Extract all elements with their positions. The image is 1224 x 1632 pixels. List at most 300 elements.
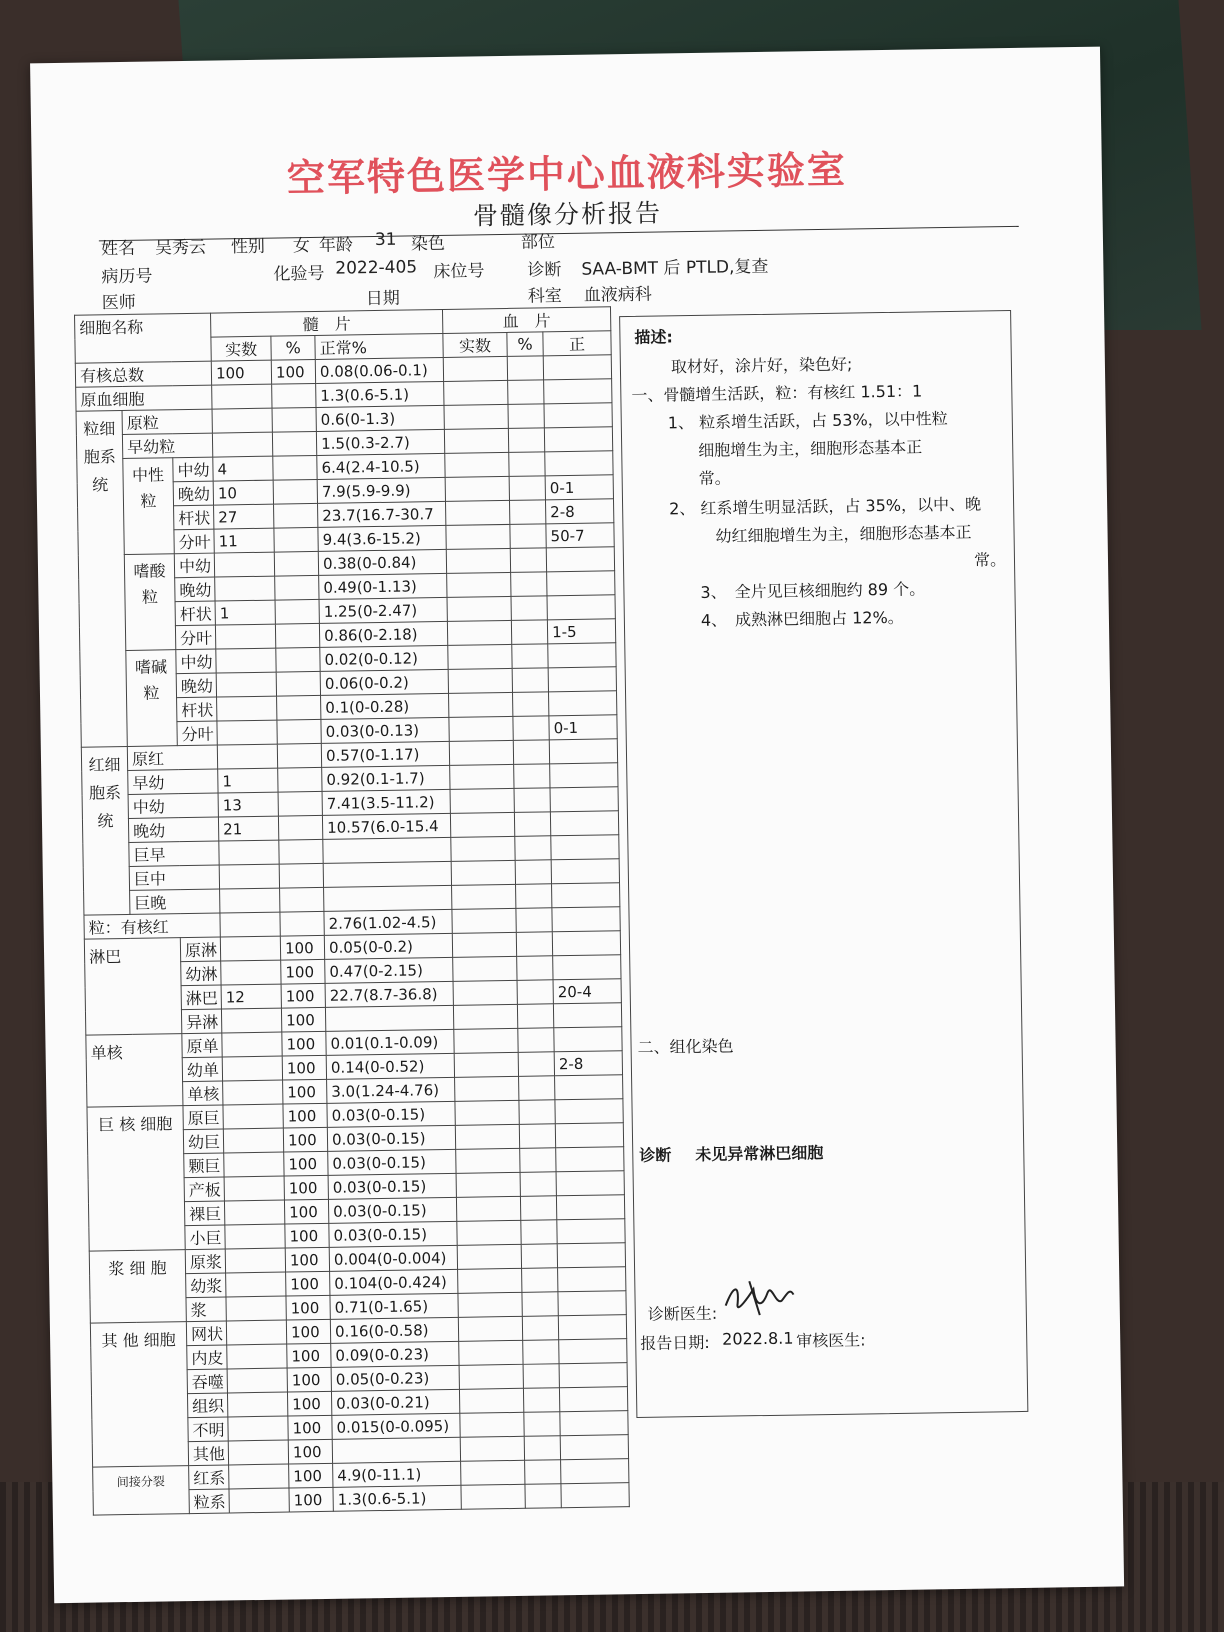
col-blood-count: 实数 [443,332,507,357]
blood-pct [511,572,547,597]
blood-normal [561,1459,629,1484]
blood-count [456,1196,520,1221]
cell-table [74,306,630,1515]
description-line: 取材好，涂片好，染色好; [670,354,853,377]
row-label: 颗巨 [184,1153,224,1178]
marrow-count [219,864,279,889]
marrow-count: 13 [218,792,278,817]
blood-pct [508,404,544,429]
group-monocyte: 单核 [86,1034,183,1107]
col-marrow-count: 实数 [211,336,271,361]
blood-normal: 1-5 [547,619,615,644]
blood-normal [550,811,618,836]
row-label: 晚幼 [128,817,218,842]
blood-normal [559,1387,627,1412]
marrow-pct: 100 [281,1007,325,1032]
marrow-pct [272,383,316,408]
blood-pct [514,788,550,813]
row-label: 浆 [186,1297,226,1322]
diagnosis-label: 诊断 [527,260,562,281]
description-line: 常。 [973,550,1007,570]
blood-pct [517,980,553,1005]
description-line: 一、骨髓增生活跃，粒：有核红 1.51：1 [631,381,923,405]
marrow-count: 12 [221,984,281,1009]
blood-pct [522,1292,558,1317]
marrow-count [220,912,280,937]
blood-pct [514,764,550,789]
marrow-normal: 0.03(0-0.15) [328,1197,456,1223]
marrow-pct [274,503,318,528]
marrow-normal: 10.57(6.0-15.4 [322,813,450,839]
marrow-count [227,1344,287,1369]
marrow-pct: 100 [284,1175,328,1200]
marrow-normal [332,1437,460,1463]
row-label: 早幼 [128,769,218,794]
marrow-normal: 0.05(0-0.23) [331,1365,459,1391]
row-label: 巨晚 [130,889,220,914]
blood-count [453,980,517,1005]
blood-count [447,620,511,645]
blood-count [459,1388,523,1413]
row-label: 内皮 [187,1345,227,1370]
marrow-pct [278,767,322,792]
marrow-normal: 0.03(0-0.21) [331,1389,459,1415]
blood-count [453,956,517,981]
doctor-sign-label: 诊断医生: [647,1303,718,1324]
blood-pct [508,380,544,405]
marrow-pct [278,815,322,840]
row-label: 杆状 [174,505,214,530]
marrow-pct [278,791,322,816]
blood-pct [513,740,549,765]
blood-count [444,428,508,453]
marrow-count [224,1152,284,1177]
marrow-normal: 2.76(1.02-4.5) [324,909,452,935]
record-label: 病历号 [101,266,153,288]
blood-count [461,1460,525,1485]
blood-pct [509,452,545,477]
blood-normal [558,1267,626,1292]
marrow-normal: 0.03(0-0.15) [329,1221,457,1247]
marrow-pct: 100 [280,935,324,960]
blood-normal: 50-7 [546,523,614,548]
blood-count [458,1268,522,1293]
patient-name: 吴秀云 [154,237,207,259]
marrow-count [223,1080,283,1105]
row-label: 网状 [186,1321,226,1346]
marrow-pct [280,887,324,912]
blood-count [444,380,508,405]
row-label: 晚幼 [175,577,215,602]
blood-normal [550,787,618,812]
marrow-count: 1 [218,768,278,793]
row-label: 原血细胞 [76,385,212,411]
description-line: 细胞增生为主，细胞形态基本正 [698,437,923,460]
row-label: 单核 [183,1081,223,1106]
blood-pct [514,812,550,837]
blood-normal [549,739,617,764]
marrow-count: 100 [211,360,271,385]
marrow-pct [275,599,319,624]
patient-gender: 女 [292,236,311,257]
stain-label: 染色 [410,233,446,255]
marrow-pct [277,743,321,768]
blood-pct [523,1388,559,1413]
blood-pct [508,428,544,453]
marrow-pct [276,647,320,672]
marrow-count [219,840,279,865]
blood-pct [510,500,546,525]
blood-normal [553,955,621,980]
marrow-pct: 100 [286,1271,330,1296]
marrow-pct [273,479,317,504]
marrow-pct [279,839,323,864]
row-label: 粒：有核红 [84,913,220,939]
blood-pct [519,1100,555,1125]
row-label: 吞噬 [187,1369,227,1394]
marrow-pct: 100 [283,1103,327,1128]
group-plasma: 浆 细 胞 [89,1250,186,1323]
marrow-normal: 0.104(0-0.424) [330,1269,458,1295]
row-label: 裸巨 [184,1201,224,1226]
marrow-count: 1 [215,600,275,625]
col-marrow-pct: % [271,335,315,360]
blood-normal [558,1291,626,1316]
section-histochem: 二、组化染色 [637,1036,734,1057]
row-label: 不明 [188,1417,228,1442]
description-line: 常。 [698,468,731,488]
blood-normal [557,1243,625,1268]
marrow-count [215,624,275,649]
marrow-pct: 100 [288,1415,332,1440]
blood-normal [555,1099,623,1124]
blood-pct [525,1484,561,1509]
marrow-normal: 0.49(0-1.13) [319,573,447,599]
marrow-normal: 6.4(2.4-10.5) [317,453,445,479]
blood-normal [551,859,619,884]
marrow-normal: 0.015(0-0.095) [332,1413,460,1439]
blood-normal [547,595,615,620]
marrow-normal: 7.9(5.9-9.9) [317,477,445,503]
blood-count [455,1100,519,1125]
blood-normal [556,1147,624,1172]
marrow-normal: 0.02(0-0.12) [320,645,448,671]
blood-normal [543,355,611,380]
marrow-normal: 1.3(0.6-5.1) [333,1485,461,1511]
marrow-normal: 0.92(0.1-1.7) [322,765,450,791]
row-label: 淋巴 [181,985,221,1010]
blood-count [451,860,515,885]
row-label: 原浆 [185,1249,225,1274]
blood-count [444,404,508,429]
marrow-normal: 1.25(0-2.47) [319,597,447,623]
blood-count [458,1292,522,1317]
row-label: 粒系 [189,1489,229,1514]
row-label: 中幼 [174,553,214,578]
blood-normal: 2-8 [546,499,614,524]
marrow-normal: 0.01(0.1-0.09) [326,1029,454,1055]
blood-pct [518,1052,554,1077]
blood-count [457,1244,521,1269]
row-label: 原巨 [183,1105,223,1130]
blood-pct [516,932,552,957]
blood-count [455,1124,519,1149]
marrow-pct: 100 [284,1151,328,1176]
site-label: 部位 [520,232,556,253]
marrow-normal: 0.03(0-0.15) [327,1101,455,1127]
blood-pct [512,644,548,669]
blood-normal [547,571,615,596]
marrow-pct [273,455,317,480]
name-label: 姓名 [100,238,136,260]
blood-pct [510,548,546,573]
blood-normal [554,1027,622,1052]
marrow-pct: 100 [288,1439,332,1464]
group-granulocyte: 粒细胞系统 [76,411,127,748]
marrow-pct [276,671,320,696]
row-label: 杆状 [177,697,217,722]
row-label: 其他 [188,1441,228,1466]
marrow-normal: 7.41(3.5-11.2) [322,789,450,815]
group-other: 其 他 细胞 [90,1322,188,1467]
marrow-count [215,576,275,601]
marrow-pct: 100 [283,1127,327,1152]
group-eosinophil: 嗜酸粒 [124,554,176,651]
marrow-normal: 0.06(0-0.2) [320,669,448,695]
blood-normal [556,1171,624,1196]
blood-normal: 20-4 [553,979,621,1004]
row-label: 早幼粒 [122,433,212,458]
marrow-count [228,1440,288,1465]
marrow-normal: 0.004(0-0.004) [329,1245,457,1271]
blood-count [459,1340,523,1365]
blood-count [448,644,512,669]
marrow-normal: 3.0(1.24-4.76) [327,1077,455,1103]
marrow-count [220,936,280,961]
blood-normal [555,1075,623,1100]
blood-pct [519,1124,555,1149]
marrow-pct: 100 [271,359,315,384]
marrow-count [228,1416,288,1441]
blood-pct [507,356,543,381]
row-label: 幼淋 [181,961,221,986]
blood-count [447,572,511,597]
row-label: 晚幼 [173,481,213,506]
row-label: 分叶 [175,625,215,650]
marrow-pct: 100 [287,1367,331,1392]
marrow-count: 21 [218,816,278,841]
marrow-pct [272,407,316,432]
blood-count [457,1220,521,1245]
marrow-normal: 0.09(0-0.23) [331,1341,459,1367]
marrow-count: 4 [213,456,273,481]
marrow-count [212,432,272,457]
marrow-normal: 1.5(0.3-2.7) [316,429,444,455]
blood-pct [522,1268,558,1293]
row-label: 分叶 [174,529,214,554]
blood-pct [523,1340,559,1365]
row-label: 原粒 [122,409,212,434]
blood-pct [524,1436,560,1461]
blood-count [443,356,507,381]
marrow-count [222,1032,282,1057]
blood-normal [559,1363,627,1388]
col-blood-pct: % [507,332,543,357]
blood-count [451,836,515,861]
row-label: 有核总数 [75,361,211,387]
marrow-count [226,1272,286,1297]
blood-pct [522,1316,558,1341]
row-label: 杆状 [175,601,215,626]
marrow-pct: 100 [287,1391,331,1416]
blood-pct [516,908,552,933]
blood-normal [553,1003,621,1028]
date-label: 日期 [365,288,400,310]
marrow-count [225,1248,285,1273]
blood-normal [559,1339,627,1364]
marrow-pct: 100 [285,1247,329,1272]
blood-pct [525,1460,561,1485]
row-label: 产板 [184,1177,224,1202]
blood-normal [549,691,617,716]
blood-count [450,812,514,837]
marrow-count [223,1104,283,1129]
marrow-pct [274,527,318,552]
blood-count [453,1004,517,1029]
row-label: 异淋 [181,1009,221,1034]
blood-count [459,1364,523,1389]
description-line: 幼红细胞增生为主，细胞形态基本正 [715,522,972,546]
marrow-normal: 0.03(0-0.15) [327,1125,455,1151]
patient-age: 31 [374,229,397,251]
marrow-count [212,384,272,409]
row-label: 幼巨 [183,1129,223,1154]
diagnosis-result: 未见异常淋巴细胞 [695,1143,824,1165]
marrow-pct [277,695,321,720]
blood-normal [555,1123,623,1148]
marrow-count [229,1488,289,1513]
dept-value: 血液病科 [583,284,652,306]
marrow-count [212,408,272,433]
marrow-pct: 100 [286,1295,330,1320]
bed-label: 床位号 [433,261,485,283]
gender-label: 性别 [230,236,266,258]
row-label: 中幼 [176,649,216,674]
marrow-pct: 100 [282,1055,326,1080]
marrow-normal: 0.05(0-0.2) [324,933,452,959]
blood-pct [521,1244,557,1269]
marrow-pct [280,911,324,936]
test-number: 2022-405 [335,257,418,279]
marrow-normal: 23.7(16.7-30.7 [318,501,446,527]
row-label: 巨早 [129,841,219,866]
marrow-count [222,1056,282,1081]
blood-normal [552,907,620,932]
blood-count [446,524,510,549]
group-neutrophil: 中性粒 [123,458,175,555]
row-label: 分叶 [177,721,217,746]
col-cell-name: 细胞名称 [75,313,212,363]
marrow-normal [323,837,451,863]
group-basophil: 嗜碱粒 [126,650,178,747]
marrow-pct: 100 [285,1223,329,1248]
report-date-label: 报告日期: [640,1332,710,1353]
test-label: 化验号 [273,263,325,285]
doctor-label: 医师 [101,292,136,314]
blood-normal [561,1483,629,1508]
col-marrow: 髓 片 [211,309,443,337]
marrow-count [225,1224,285,1249]
marrow-count [217,696,277,721]
marrow-normal: 0.47(0-2.15) [325,957,453,983]
blood-count [449,740,513,765]
blood-pct [521,1220,557,1245]
blood-pct [515,860,551,885]
marrow-count: 10 [213,480,273,505]
blood-pct [509,476,545,501]
marrow-normal: 0.03(0-0.13) [321,717,449,743]
blood-count [445,476,509,501]
marrow-pct [272,431,316,456]
marrow-pct [275,575,319,600]
marrow-normal [324,885,452,911]
blood-normal: 0-1 [545,475,613,500]
row-label: 原红 [127,745,217,770]
row-label: 原单 [182,1033,222,1058]
blood-normal [560,1435,628,1460]
blood-normal [560,1411,628,1436]
group-erythroid: 红细胞系统 [81,746,130,915]
row-label: 组织 [187,1393,227,1418]
marrow-normal [325,1005,453,1031]
marrow-count [221,1008,281,1033]
row-label: 晚幼 [176,673,216,698]
blood-normal [544,427,612,452]
marrow-count [217,720,277,745]
blood-pct [510,524,546,549]
marrow-pct: 100 [282,1031,326,1056]
blood-count [456,1172,520,1197]
description-line: 4、 成熟淋巴细胞占 12%。 [700,607,904,630]
marrow-count [229,1464,289,1489]
marrow-count [223,1128,283,1153]
marrow-normal [323,861,451,887]
blood-count [461,1484,525,1509]
blood-count [454,1028,518,1053]
marrow-normal: 0.6(0-1.3) [316,405,444,431]
marrow-pct: 100 [283,1079,327,1104]
marrow-count: 11 [214,528,274,553]
marrow-normal: 0.08(0.06-0.1) [315,357,443,383]
marrow-count [216,672,276,697]
blood-count [449,692,513,717]
marrow-count [227,1368,287,1393]
row-label: 中幼 [128,793,218,818]
group-division: 间接分裂 [93,1466,190,1516]
blood-count [452,884,516,909]
blood-pct [518,1028,554,1053]
row-label: 幼浆 [186,1273,226,1298]
blood-count [456,1148,520,1173]
blood-normal [552,931,620,956]
report-paper [30,47,1124,1604]
col-blood-normal: 正 [543,331,611,356]
marrow-count [216,648,276,673]
row-label: 原淋 [180,937,220,962]
blood-count [450,764,514,789]
marrow-count [214,552,274,577]
marrow-normal: 0.16(0-0.58) [330,1317,458,1343]
